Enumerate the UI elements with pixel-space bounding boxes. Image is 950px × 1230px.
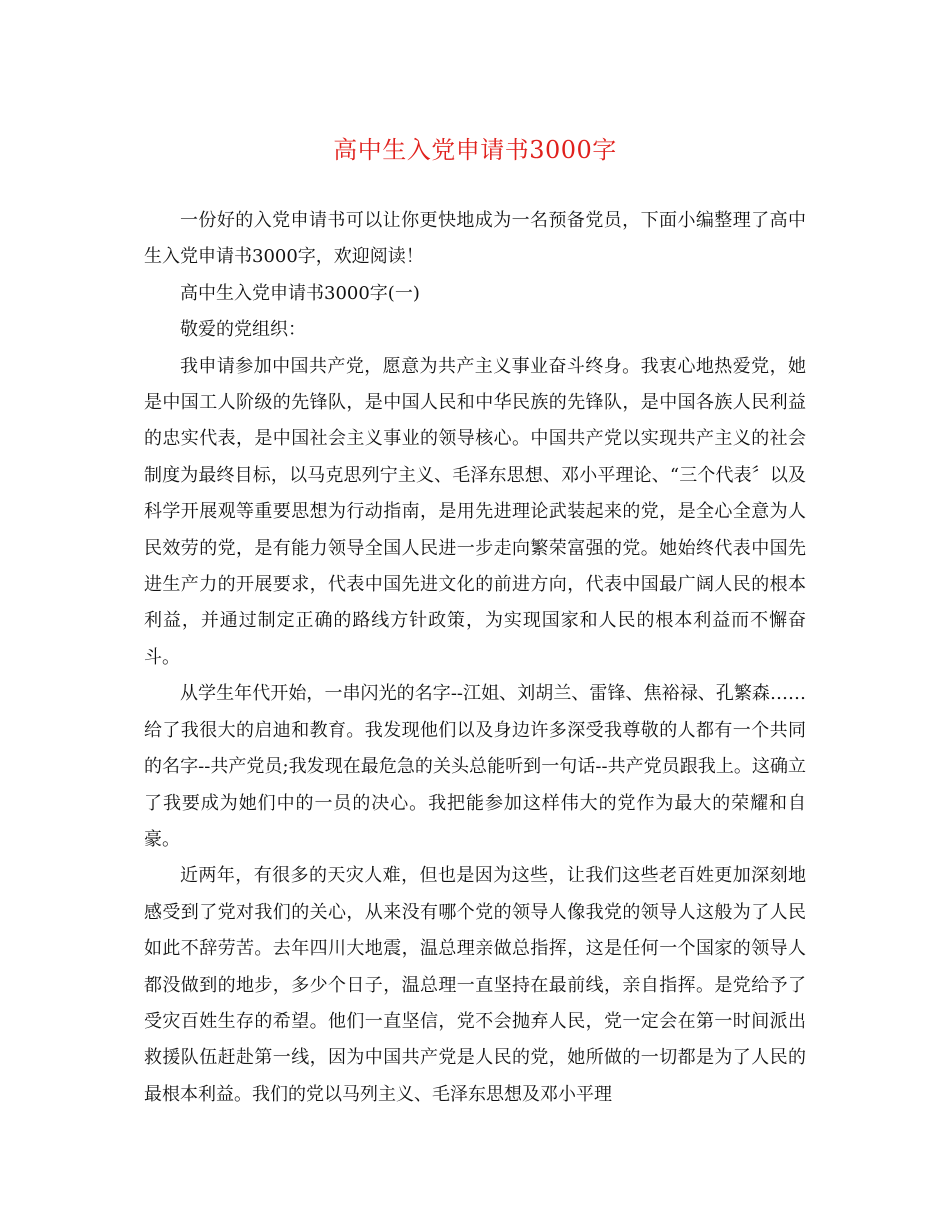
page-title: 高中生入党申请书3000字 <box>333 136 617 164</box>
body-paragraph: 近两年，有很多的天灾人难，但也是因为这些，让我们这些老百姓更加深刻地感受到了党对我们的关心，从来没有哪个党的领导人像我党的领导人这般为了人民如此不辞劳苦。去年四川大地震，温总理亲做总指挥，这是任何一个国家的领导人都没做到的地步，多少个日子，温总理一直坚持在最前线，亲自指挥。是党给予了受灾百姓生存的希望。他们一直坚信，党不会抛弃人民，党一定会在第一时间派出救援队伍赶赴第一线，因为中国共产党是人民的党，她所做的一切都是为了人民的最根本利益。我们的党以马列主义、毛泽东思想及邓小平理 <box>144 865 806 1105</box>
intro-paragraph: 一份好的入党申请书可以让你更快地成为一名预备党员，下面小编整理了高中生入党申请书3000字，欢迎阅读！ <box>144 210 806 268</box>
body-paragraph: 我申请参加中国共产党，愿意为共产主义事业奋斗终身。我衷心地热爱党，她是中国工人阶级的先锋队，是中国人民和中华民族的先锋队，是中国各族人民利益的忠实代表，是中国社会主义事业的领导核心。中国共产党以实现共产主义的社会制度为最终目标，以马克思列宁主义、毛泽东思想、邓小平理论、“三个代表〞以及科学开展观等重要思想为行动指南，是用先进理论武装起来的党，是全心全意为人民效劳的党，是有能力领导全国人民进一步走向繁荣富强的党。她始终代表中国先进生产力的开展要求，代表中国先进文化的前进方向，代表中国最广阔人民的根本利益，并通过制定正确的路线方针政策，为实现国家和人民的根本利益而不懈奋斗。 <box>144 355 806 668</box>
salutation: 敬爱的党组织： <box>180 319 306 341</box>
body-paragraph: 从学生年代开始，一串闪光的名字--江姐、刘胡兰、雷锋、焦裕禄、孔繁森……给了我很大的启迪和教育。我发现他们以及身边许多深受我尊敬的人都有一个共同的名字--共产党员;我发现在最危急的关头总能听到一句话--共产党员跟我上。这确立了我要成为她们中的一员的决心。我把能参加这样伟大的党作为最大的荣耀和自豪。 <box>144 683 806 850</box>
section-heading: 高中生入党申请书3000字(一) <box>180 282 420 304</box>
document-body <box>144 203 806 1113</box>
